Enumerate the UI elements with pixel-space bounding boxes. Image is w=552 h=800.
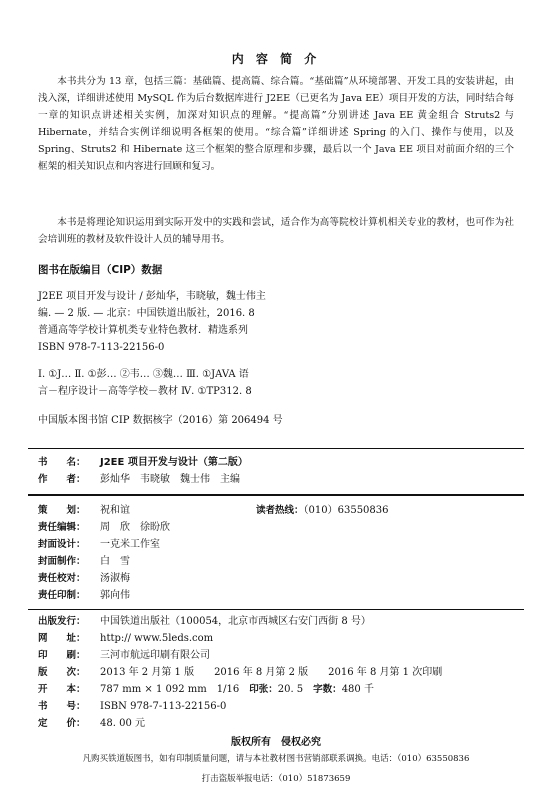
format-row	[38, 681, 374, 698]
sheets-label: 印张：	[249, 684, 278, 695]
cip-line-1: J2EE 项目开发与设计 / 彭灿华，韦晓敏，魏士伟主	[38, 291, 266, 302]
reader-hotline-value: （010）63550836	[303, 505, 389, 516]
intro-text-1: 本书共分为 13 章，包括三篇：基础篇、提高篇、综合篇。“基础篇”从环境部署、开发工具的安装讲起，由浅入深，详细讲述使用 MySQL 作为后台数据库进行 J2EE（已更名为 Java EE）项目开发的方法，同时结合每一章的知识点讲述相关实例，加深对知识点的理解。“提高篇”分别讲述 Java EE 黄金组合 Struts2 与 Hibernate，并结合实例详细说明各框架的使用。“综合篇”详细讲述 Spring 的入门、操作与使用，以及 Spring、Struts2 和 Hibernate 这三个框架的整合原理和步骤，最后以一个 Java EE 项目对前面介绍的三个框架的相关知识点和内容进行回顾和复习。	[38, 76, 514, 172]
edition-row	[38, 664, 442, 681]
editor-value: 周 欣 徐盼欣	[100, 522, 170, 533]
url-label: 网 址：	[38, 633, 86, 644]
editor-label: 责任编辑：	[38, 522, 86, 533]
url-row	[38, 630, 213, 647]
copyright-notice: 版权所有 侵权必究	[231, 737, 321, 748]
format-label: 开 本：	[38, 684, 86, 695]
words-label: 字数：	[313, 684, 342, 695]
printer-label: 印 刷：	[38, 650, 86, 661]
cip-line-2: 编. — 2 版. — 北京：中国铁道出版社，2016. 8	[38, 308, 255, 319]
intro-text-2: 本书是将理论知识运用到实际开发中的实践和尝试，适合作为高等院校计算机相关专业的教材，也可作为社会培训班的教材及软件设计人员的辅导用书。	[38, 217, 514, 245]
book-title-row	[38, 454, 248, 471]
print-supervisor-row	[38, 587, 130, 604]
price-value: 48. 00 元	[100, 718, 145, 729]
editor-row	[38, 519, 170, 536]
print-supervisor-label: 责任印制：	[38, 590, 86, 601]
isbn-value: ISBN 978-7-113-22156-0	[100, 701, 227, 712]
author-label: 作 者：	[38, 474, 86, 485]
cip-line-7: 中国版本图书馆 CIP 数据核字（2016）第 206494 号	[38, 415, 283, 426]
cover-make-row	[38, 553, 130, 570]
planning-label: 策 划：	[38, 505, 86, 516]
cover-design-row	[38, 536, 160, 553]
planning-value: 祝和谊	[100, 505, 130, 516]
edition-label: 版 次：	[38, 667, 86, 678]
author-value: 彭灿华 韦晓敏 魏士伟 主编	[100, 474, 240, 485]
proof-value: 汤淑梅	[100, 573, 130, 584]
book-title-label: 书 名：	[38, 457, 86, 468]
cip-line-3: 普通高等学校计算机类专业特色教材．精选系列	[38, 325, 248, 336]
cover-design-value: 一克米工作室	[100, 539, 160, 550]
sheets-value: 20. 5	[277, 684, 314, 695]
publisher-row	[38, 613, 371, 630]
book-title-value: J2EE 项目开发与设计（第二版）	[100, 457, 248, 468]
cip-heading: 图书在版编目（CIP）数据	[38, 264, 163, 276]
page-title: 内 容 简 介	[231, 52, 321, 66]
cip-line-4: ISBN 978-7-113-22156-0	[38, 342, 165, 353]
proof-label: 责任校对：	[38, 573, 86, 584]
divider	[28, 494, 524, 496]
edition-value: 2013 年 2 月第 1 版 2016 年 8 月第 2 版 2016 年 8 月第 1 次印刷	[100, 667, 443, 678]
quality-notice: 凡购买铁道版图书，如有印制质量问题，请与本社教材图书营销部联系调换。电话：（010）63550836	[82, 754, 470, 764]
print-supervisor-value: 郭向伟	[100, 590, 130, 601]
isbn-row	[38, 698, 226, 715]
cover-make-value: 白 雪	[100, 556, 130, 567]
publisher-label: 出版发行：	[38, 616, 86, 627]
intro-paragraph-1	[38, 73, 514, 175]
printer-row	[38, 647, 210, 664]
divider	[28, 448, 524, 449]
cip-line-5: Ⅰ. ①J… Ⅱ. ①彭… ②韦… ③魏… Ⅲ. ①JAVA 语	[38, 369, 249, 380]
reader-hotline-label: 读者热线：	[256, 505, 304, 516]
price-row	[38, 715, 145, 732]
price-label: 定 价：	[38, 718, 86, 729]
proof-row	[38, 570, 130, 587]
printer-value: 三河市航远印刷有限公司	[100, 650, 210, 661]
publisher-value: 中国铁道出版社（100054，北京市西城区右安门西街 8 号）	[100, 616, 371, 627]
author-row	[38, 471, 240, 488]
planning-row	[38, 502, 130, 519]
divider	[28, 609, 524, 610]
cover-make-label: 封面制作：	[38, 556, 86, 567]
format-value: 787 mm × 1 092 mm 1/16	[100, 684, 250, 695]
url-value: http:// www.5leds.com	[100, 633, 214, 644]
anti-piracy-hotline: 打击盗版举报电话：（010）51873659	[201, 774, 351, 784]
isbn-label: 书 号：	[38, 701, 86, 712]
words-value: 480 千	[341, 684, 374, 695]
reader-hotline-row	[256, 502, 389, 519]
cip-line-6: 言－程序设计－高等学校－教材 Ⅳ. ①TP312. 8	[38, 386, 252, 397]
intro-paragraph-2	[38, 214, 514, 248]
cover-design-label: 封面设计：	[38, 539, 86, 550]
